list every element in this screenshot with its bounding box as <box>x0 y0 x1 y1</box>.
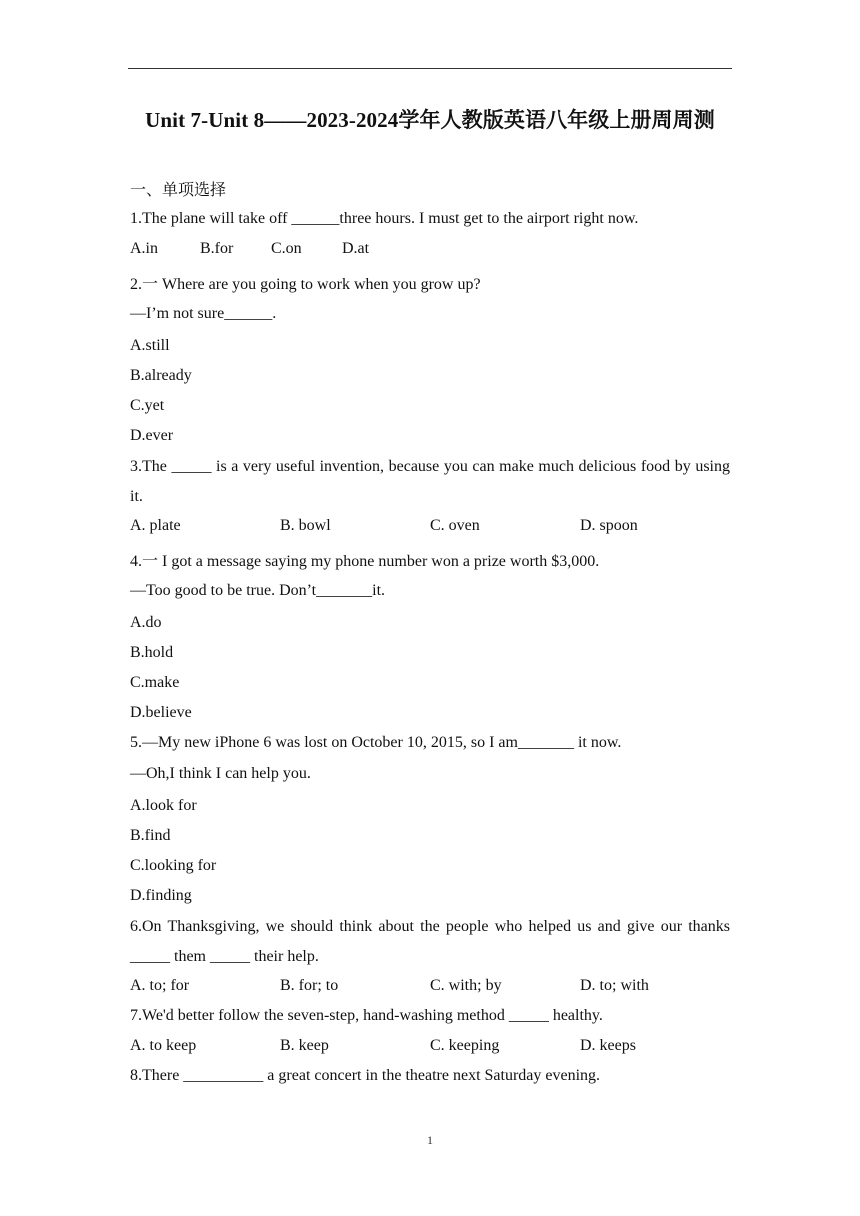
option-c: C.on <box>271 240 302 257</box>
question-7-options <box>130 1037 730 1059</box>
question-5-option-d: D.finding <box>130 887 192 904</box>
option-b: B.for <box>200 240 234 257</box>
option-b: B. bowl <box>280 517 331 534</box>
question-5-option-b: B.find <box>130 827 171 844</box>
option-d: D.at <box>342 240 370 257</box>
option-d: D. to; with <box>580 977 649 994</box>
option-a: A.in <box>130 240 158 257</box>
question-1-options <box>130 240 730 262</box>
question-2-stem: 2.一 Where are you going to work when you grow up? <box>130 276 481 293</box>
question-6-stem: 6.On Thanksgiving, we should think about the people who helped us and give our thanks _____ them _____ their help. <box>130 918 730 965</box>
option-a: A. plate <box>130 517 181 534</box>
question-2-option-a: A.still <box>130 337 170 354</box>
page-number: 1 <box>427 1133 433 1147</box>
question-8-stem: 8.There __________ a great concert in the theatre next Saturday evening. <box>130 1067 601 1084</box>
option-c: C. oven <box>430 517 480 534</box>
option-d: D. spoon <box>580 517 638 534</box>
question-5-option-c: C.looking for <box>130 857 217 874</box>
question-5-option-a: A.look for <box>130 797 197 814</box>
question-6-options <box>130 977 730 999</box>
document-title: Unit 7-Unit 8——2023-2024学年人教版英语八年级上册周周测 <box>145 108 715 132</box>
question-1-stem: 1.The plane will take off ______three hours. I must get to the airport right now. <box>130 210 639 227</box>
question-4-reply: —Too good to be true. Don’t_______it. <box>130 582 386 599</box>
question-2-option-d: D.ever <box>130 427 174 444</box>
option-b: B. for; to <box>280 977 339 994</box>
question-3-stem: 3.The _____ is a very useful invention, because you can make much delicious food by using it. <box>130 458 730 505</box>
section-heading: 一、单项选择 <box>130 182 227 199</box>
question-4-option-a: A.do <box>130 614 162 631</box>
question-4-option-d: D.believe <box>130 704 192 721</box>
question-2-option-c: C.yet <box>130 397 165 414</box>
question-7-stem: 7.We'd better follow the seven-step, hand-washing method _____ healthy. <box>130 1007 603 1024</box>
question-4-stem: 4.一 I got a message saying my phone number won a prize worth $3,000. <box>130 553 600 570</box>
option-a: A. to keep <box>130 1037 197 1054</box>
question-4-option-c: C.make <box>130 674 180 691</box>
option-d: D. keeps <box>580 1037 636 1054</box>
option-a: A. to; for <box>130 977 190 994</box>
option-c: C. with; by <box>430 977 502 994</box>
question-2-reply: —I’m not sure______. <box>130 305 277 322</box>
question-4-option-b: B.hold <box>130 644 174 661</box>
header-rule <box>128 68 732 69</box>
option-b: B. keep <box>280 1037 329 1054</box>
question-5-reply: —Oh,I think I can help you. <box>130 765 311 782</box>
question-3-options <box>130 517 730 539</box>
option-c: C. keeping <box>430 1037 500 1054</box>
question-2-option-b: B.already <box>130 367 192 384</box>
question-5-stem: 5.—My new iPhone 6 was lost on October 10, 2015, so I am_______ it now. <box>130 734 622 751</box>
